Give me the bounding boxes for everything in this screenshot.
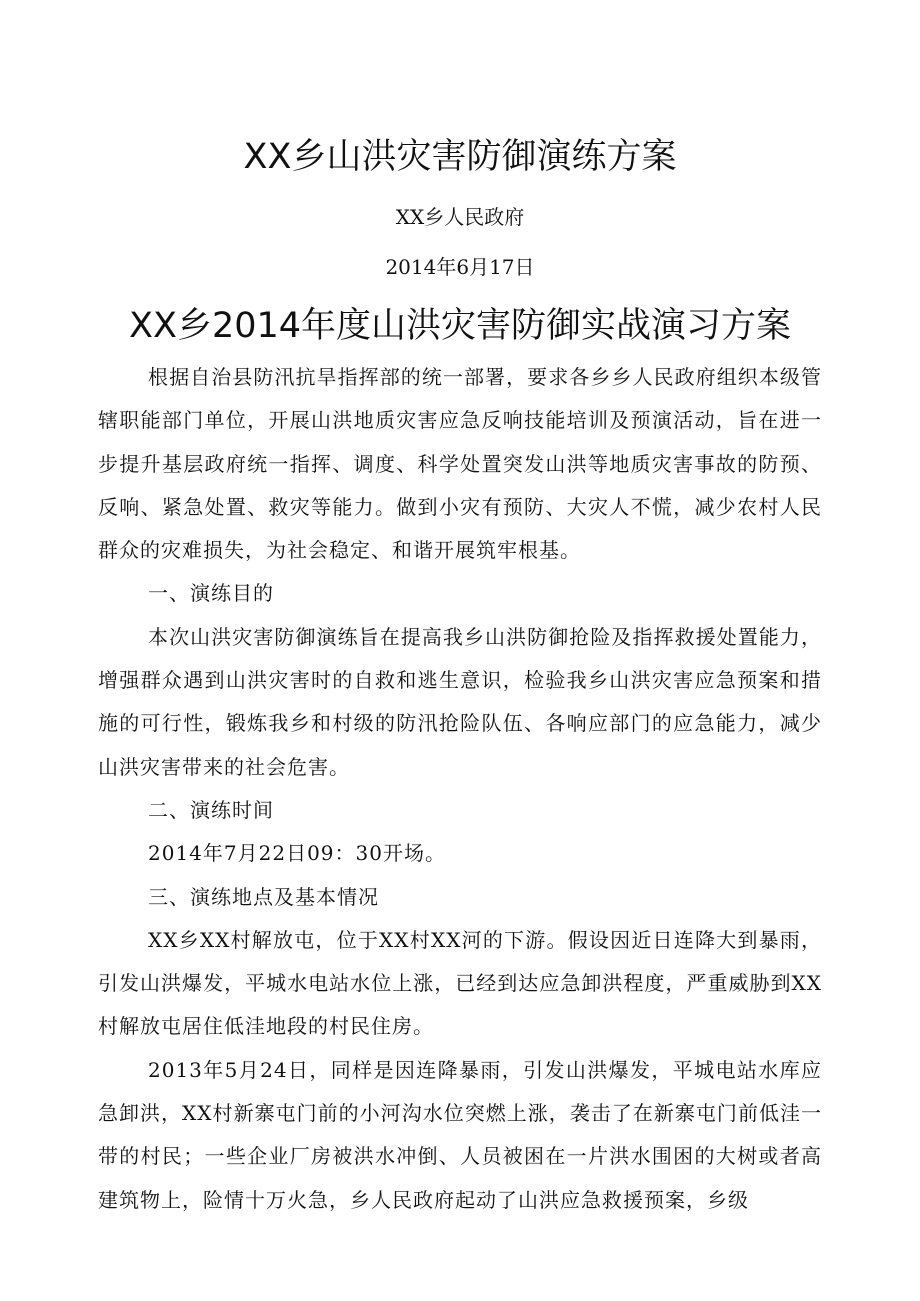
paragraph-purpose: 本次山洪灾害防御演练旨在提高我乡山洪防御抢险及指挥救援处置能力，增强群众遇到山洪灾害时的自救和逃生意识，检验我乡山洪灾害应急预案和措施的可行性，锻炼我乡和村级的防汛抢险队伍、各响应部门的应急能力，减少山洪灾害带来的社会危害。 bbox=[98, 624, 822, 779]
plan-subtitle: XX乡2014年度山洪灾害防御实战演习方案 bbox=[128, 306, 792, 346]
document-title: XX乡山洪灾害防御演练方案 bbox=[243, 137, 677, 177]
document-body bbox=[98, 356, 822, 1222]
document-date: 2014年6月17日 bbox=[385, 255, 535, 279]
section-heading-time: 二、演练时间 bbox=[148, 797, 274, 822]
paragraph-time: 2014年7月22日09：30开场。 bbox=[148, 841, 446, 866]
paragraph-location: XX乡XX村解放屯，位于XX村XX河的下游。假设因近日连降大到暴雨，引发山洪爆发，平城水电站水位上涨，已经到达应急卸洪程度，严重威胁到XX村解放屯居住低洼地段的村民住房。 bbox=[98, 927, 822, 1039]
section-heading-location: 三、演练地点及基本情况 bbox=[148, 884, 379, 909]
issuing-organization: XX乡人民政府 bbox=[395, 205, 525, 229]
section-heading-purpose: 一、演练目的 bbox=[148, 581, 274, 606]
paragraph-intro: 根据自治县防汛抗旱指挥部的统一部署，要求各乡乡人民政府组织本级管辖职能部门单位，开展山洪地质灾害应急反响技能培训及预演活动，旨在进一步提升基层政府统一指挥、调度、科学处置突发山洪等地质灾害事故的防预、反响、紧急处置、救灾等能力。做到小灾有预防、大灾人不慌，减少农村人民群众的灾难损失，为社会稳定、和谐开展筑牢根基。 bbox=[98, 365, 822, 563]
paragraph-history: 2013年5月24日，同样是因连降暴雨，引发山洪爆发，平城电站水库应急卸洪，XX村新寨屯门前的小河沟水位突燃上涨，袭击了在新寨屯门前低洼一带的村民；一些企业厂房被洪水冲倒、人员被困在一片洪水围困的大树或者高建筑物上，险情十万火急，乡人民政府起动了山洪应急救援预案，乡级 bbox=[98, 1057, 822, 1212]
